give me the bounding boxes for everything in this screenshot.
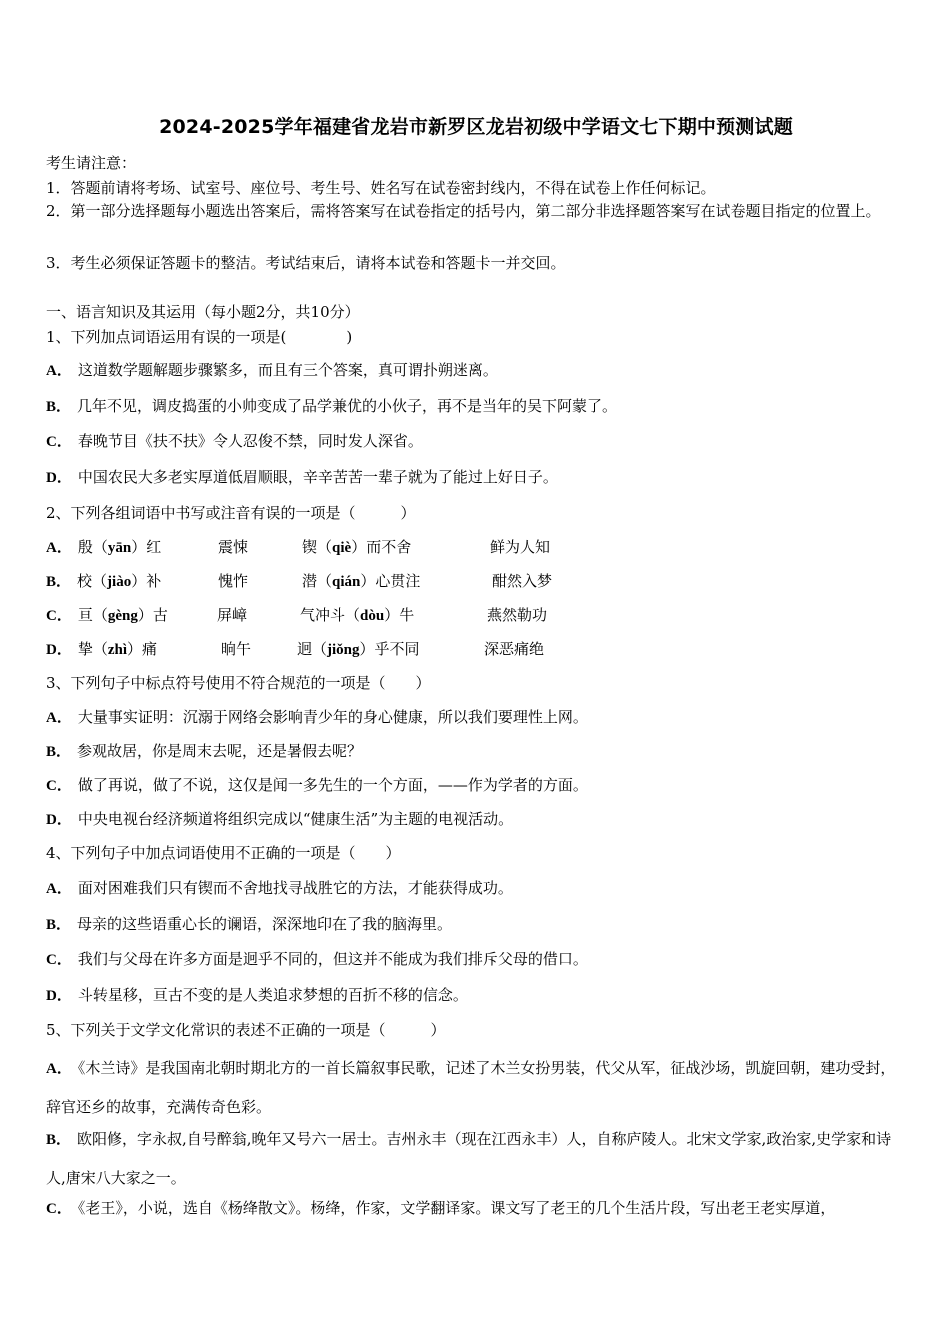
option-key: C． xyxy=(46,1201,72,1217)
option-text: 大量事实证明：沉溺于网络会影响青少年的身心健康，所以我们要理性上网。 xyxy=(77,708,588,726)
word: 殷（ xyxy=(77,538,108,556)
q4-option-b xyxy=(46,913,452,934)
pinyin: qiè xyxy=(332,540,352,556)
word: ）补 xyxy=(131,572,162,590)
word: 深恶痛绝 xyxy=(484,640,545,658)
option-key: D． xyxy=(46,470,72,486)
pinyin: yān xyxy=(107,540,132,556)
word: 屏嶂 xyxy=(217,606,248,624)
section-heading: 一、语言知识及其运用（每小题2分，共10分） xyxy=(46,303,360,321)
word: 挚（ xyxy=(77,640,108,658)
notice-heading: 考生请注意： xyxy=(46,154,137,172)
q5-option-c xyxy=(46,1197,835,1218)
option-text: 中央电视台经济频道将组织完成以“健康生活”为主题的电视活动。 xyxy=(77,810,514,828)
word: ）而不舍 xyxy=(351,538,412,556)
pinyin: jiǒng xyxy=(327,642,360,658)
word: 鲜为人知 xyxy=(490,538,551,556)
word: ）乎不同 xyxy=(359,640,420,658)
q1-option-a xyxy=(46,359,498,380)
option-key: B． xyxy=(46,574,72,590)
q4-option-a xyxy=(46,877,513,898)
option-key: C． xyxy=(46,952,72,968)
option-key: C． xyxy=(46,608,72,624)
option-key: D． xyxy=(46,642,72,658)
word: 迥（ xyxy=(297,640,328,658)
q3-stem: 3、下列句子中标点符号使用不符合规范的一项是（ ） xyxy=(46,674,431,692)
word: ）牛 xyxy=(384,606,415,624)
q3-option-d xyxy=(46,808,513,829)
option-key: C． xyxy=(46,778,72,794)
option-key: A． xyxy=(46,540,72,556)
pinyin: qián xyxy=(332,574,361,590)
word: ）红 xyxy=(131,538,162,556)
option-key: B． xyxy=(46,917,72,933)
option-text: 《木兰诗》是我国南北朝时期北方的一首长篇叙事民歌，记述了木兰女扮男装，代父从军，征战沙场，凯旋回朝，建功受封，辞官还乡的故事，充满传奇色彩。 xyxy=(46,1059,896,1116)
option-text: 《老王》，小说，选自《杨绛散文》。杨绛，作家，文学翻译家。课文写了老王的几个生活片段，写出老王老实厚道， xyxy=(77,1199,836,1217)
q3-option-a xyxy=(46,706,588,727)
word: 亘（ xyxy=(77,606,108,624)
pinyin: dòu xyxy=(360,608,385,624)
q5-option-a xyxy=(46,1049,904,1126)
option-key: D． xyxy=(46,812,72,828)
pinyin: zhì xyxy=(107,642,128,658)
option-key: B． xyxy=(46,399,72,415)
word: ）古 xyxy=(137,606,168,624)
option-key: B． xyxy=(46,1132,72,1148)
option-text: 斗转星移，亘古不变的是人类追求梦想的百折不移的信念。 xyxy=(77,986,468,1004)
q2-stem: 2、下列各组词语中书写或注音有误的一项是（ ） xyxy=(46,504,416,522)
option-text: 春晚节目《扶不扶》令人忍俊不禁，同时发人深省。 xyxy=(77,432,423,450)
word: 潜（ xyxy=(302,572,333,590)
word: ）心贯注 xyxy=(360,572,421,590)
word: 燕然勒功 xyxy=(487,606,548,624)
option-key: A． xyxy=(46,1061,72,1077)
option-key: A． xyxy=(46,363,72,379)
option-key: B． xyxy=(46,744,72,760)
option-text: 面对困难我们只有锲而不舍地找寻战胜它的方法，才能获得成功。 xyxy=(77,879,513,897)
q3-option-c xyxy=(46,774,588,795)
option-text: 做了再说，做了不说，这仅是闻一多先生的一个方面，——作为学者的方面。 xyxy=(77,776,588,794)
q3-option-b xyxy=(46,740,362,761)
word: 愧怍 xyxy=(218,572,249,590)
option-key: D． xyxy=(46,988,72,1004)
q4-stem: 4、下列句子中加点词语使用不正确的一项是（ ） xyxy=(46,844,401,862)
word: 晌午 xyxy=(221,640,252,658)
pinyin: gèng xyxy=(107,608,138,624)
word: 震悚 xyxy=(218,538,249,556)
q5-stem: 5、下列关于文学文化常识的表述不正确的一项是（ ） xyxy=(46,1021,446,1039)
notice-item-1: 1．答题前请将考场、试室号、座位号、考生号、姓名写在试卷密封线内，不得在试卷上作任何标记。 xyxy=(46,179,716,197)
q4-option-c xyxy=(46,948,588,969)
q5-option-b xyxy=(46,1120,904,1197)
word: 气冲斗（ xyxy=(300,606,361,624)
word: 校（ xyxy=(77,572,108,590)
word: ）痛 xyxy=(127,640,158,658)
option-text: 中国农民大多老实厚道低眉顺眼，辛辛苦苦一辈子就为了能过上好日子。 xyxy=(77,468,558,486)
option-key: C． xyxy=(46,434,72,450)
option-text: 这道数学题解题步骤繁多，而且有三个答案，真可谓扑朔迷离。 xyxy=(77,361,498,379)
option-text: 参观故居，你是周末去呢，还是暑假去呢？ xyxy=(77,742,363,760)
q1-option-b xyxy=(46,395,617,416)
word: 锲（ xyxy=(302,538,333,556)
option-key: A． xyxy=(46,881,72,897)
option-text: 几年不见，调皮捣蛋的小帅变成了品学兼优的小伙子，再不是当年的吴下阿蒙了。 xyxy=(77,397,618,415)
q1-option-c xyxy=(46,430,423,451)
q1-option-d xyxy=(46,466,558,487)
q1-stem: 1、下列加点词语运用有误的一项是( ) xyxy=(46,328,353,346)
option-text: 欧阳修，字永叔,自号醉翁,晚年又号六一居士。吉州永丰（现在江西永丰）人，自称庐陵人。北宋文学家,政治家,史学家和诗人,唐宋八大家之一。 xyxy=(46,1130,892,1187)
notice-item-3: 3．考生必须保证答题卡的整洁。考试结束后，请将本试卷和答题卡一并交回。 xyxy=(46,254,566,272)
option-key: A． xyxy=(46,710,72,726)
q4-option-d xyxy=(46,984,468,1005)
pinyin: jiào xyxy=(107,574,132,590)
notice-item-2: 2．第一部分选择题每小题选出答案后，需将答案写在试卷指定的括号内，第二部分非选择题答案写在试卷题目指定的位置上。 xyxy=(46,202,881,220)
option-text: 母亲的这些语重心长的谰语，深深地印在了我的脑海里。 xyxy=(77,915,453,933)
word: 酣然入梦 xyxy=(492,572,553,590)
option-text: 我们与父母在许多方面是迥乎不同的，但这并不能成为我们排斥父母的借口。 xyxy=(77,950,588,968)
page-title: 2024-2025学年福建省龙岩市新罗区龙岩初级中学语文七下期中预测试题 xyxy=(159,116,793,138)
